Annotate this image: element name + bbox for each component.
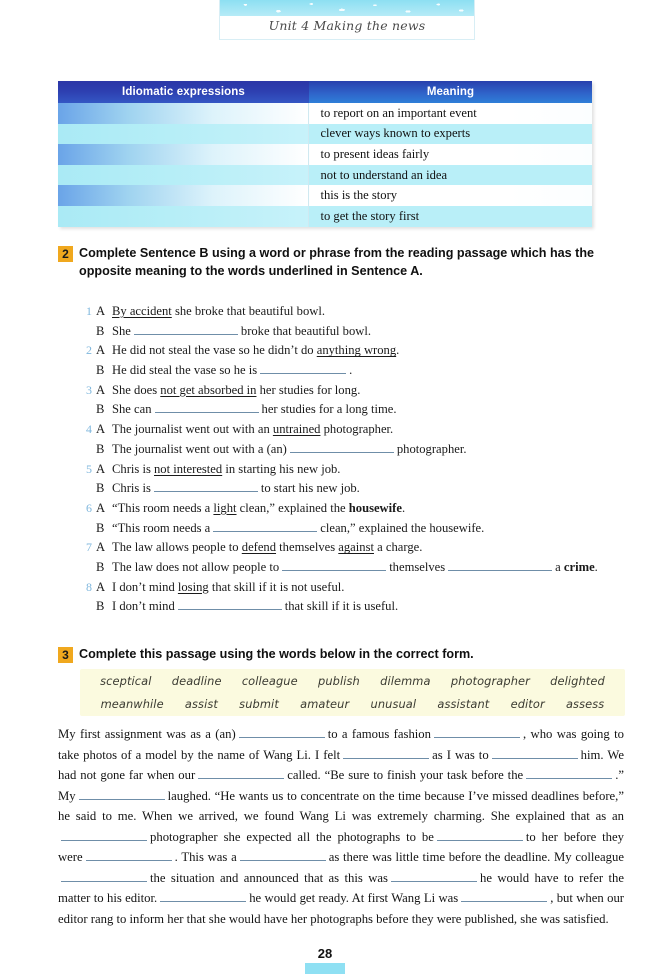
sentence-text: , but when our editor rang to inform her that she would have her photographs before they were published, she was satisfied. bbox=[58, 891, 625, 926]
word-bank-item[interactable]: meanwhile bbox=[100, 696, 164, 711]
exercise-3-instruction: Complete this passage using the words below in the correct form. bbox=[79, 647, 474, 661]
idiom-meaning-cell: to present ideas fairly bbox=[309, 144, 592, 165]
sentence-label-b: B bbox=[96, 323, 105, 338]
sentence-a-text bbox=[112, 460, 340, 480]
sentence-text: The law does not allow people to bbox=[112, 559, 280, 574]
sentence-text: .” My bbox=[58, 768, 624, 803]
sentence-a-text bbox=[112, 381, 360, 401]
sentence-text: I don’t mind bbox=[112, 599, 175, 614]
exercise-item-sentence-b bbox=[78, 400, 643, 420]
sentence-text: to her before they were bbox=[58, 829, 624, 864]
sentence-label-b: B bbox=[96, 599, 105, 614]
sentence-label-b: B bbox=[96, 441, 105, 456]
sentence-label-b: B bbox=[96, 481, 105, 496]
exercise-item-sentence-b bbox=[78, 322, 643, 342]
word-bank-item[interactable]: dilemma bbox=[380, 673, 431, 688]
column-header-expressions: Idiomatic expressions bbox=[58, 81, 309, 103]
sentence-text: She does bbox=[112, 382, 161, 397]
underlined-phrase: not interested bbox=[154, 461, 223, 476]
underlined-phrase: anything wrong bbox=[316, 343, 397, 358]
sentence-label-a: A bbox=[96, 461, 106, 476]
sentence-text: He did steal the vase so he is bbox=[112, 363, 258, 378]
sentence-text: clean,” explained the bbox=[236, 500, 349, 515]
table-header-row bbox=[58, 81, 592, 103]
word-bank bbox=[80, 669, 625, 716]
word-bank-item[interactable]: amateur bbox=[300, 696, 350, 711]
sentence-b-text bbox=[112, 597, 398, 617]
word-bank-item[interactable]: assist bbox=[184, 696, 218, 711]
answer-blank[interactable] bbox=[239, 725, 325, 738]
sentence-text: called. “Be sure to finish your task before the bbox=[287, 768, 524, 782]
page-number-box bbox=[305, 945, 345, 974]
exercise-item-sentence-a bbox=[78, 341, 643, 361]
exercise-item-sentence-b bbox=[78, 361, 643, 381]
sentence-text: that skill if it is not useful. bbox=[208, 579, 345, 594]
item-number: 3 bbox=[86, 382, 92, 397]
idiom-meaning-cell: this is the story bbox=[309, 185, 592, 206]
sentence-text: The journalist went out with an bbox=[112, 422, 273, 437]
sentence-label-b: B bbox=[96, 363, 105, 378]
idiom-expression-cell[interactable] bbox=[58, 144, 309, 165]
sentence-label-b: B bbox=[96, 559, 105, 574]
unit-title: Unit 4 Making the news bbox=[268, 18, 426, 33]
answer-blank[interactable] bbox=[160, 889, 246, 902]
table-row bbox=[58, 144, 592, 165]
sentence-a-text bbox=[112, 302, 325, 322]
underlined-phrase: defend bbox=[241, 540, 277, 555]
answer-blank[interactable] bbox=[492, 746, 578, 759]
sentence-text: She can bbox=[112, 402, 152, 417]
answer-blank[interactable] bbox=[79, 787, 165, 800]
sentence-text: photographer she expected all the photographs to be bbox=[150, 829, 434, 844]
exercise-item-sentence-b bbox=[78, 558, 643, 578]
sentence-text: as I was to bbox=[432, 747, 489, 762]
underlined-phrase: light bbox=[213, 500, 237, 515]
sentence-b-text bbox=[112, 361, 352, 381]
idiom-expression-cell[interactable] bbox=[58, 185, 309, 206]
word-bank-item[interactable]: photographer bbox=[450, 673, 530, 688]
sentence-label-a: A bbox=[96, 304, 106, 318]
answer-blank[interactable] bbox=[448, 558, 552, 571]
sentence-text: that skill if it is useful. bbox=[284, 599, 399, 614]
item-number: 8 bbox=[86, 579, 92, 594]
sentence-a-text bbox=[112, 420, 393, 440]
table-body bbox=[58, 103, 592, 227]
sentence-a-text bbox=[112, 538, 422, 558]
answer-blank[interactable] bbox=[61, 869, 147, 882]
sentence-text: broke that beautiful bowl. bbox=[240, 323, 371, 338]
word-bank-item[interactable]: unusual bbox=[370, 696, 417, 711]
sentence-text: he would have to refer the matter to his editor. bbox=[58, 870, 624, 905]
sentence-text: She bbox=[112, 323, 131, 338]
sentence-label-b: B bbox=[96, 402, 105, 417]
sentence-text: she broke that beautiful bowl. bbox=[171, 304, 325, 318]
answer-blank[interactable] bbox=[198, 766, 284, 779]
sentence-text: . bbox=[594, 559, 598, 574]
sentence-text: her studies for long. bbox=[256, 382, 361, 397]
underlined-phrase: untrained bbox=[272, 422, 321, 437]
item-number: 7 bbox=[86, 540, 92, 555]
exercise-2-number-badge: 2 bbox=[58, 246, 73, 262]
item-number: 1 bbox=[86, 304, 92, 318]
sentence-text: Chris is bbox=[112, 481, 151, 496]
answer-blank[interactable] bbox=[391, 869, 477, 882]
exercise-3-heading bbox=[58, 646, 638, 664]
sentence-text: themselves bbox=[276, 540, 339, 555]
running-header bbox=[219, 0, 475, 40]
sentence-label-a: A bbox=[96, 343, 106, 358]
sentence-b-text bbox=[112, 400, 397, 420]
sentence-text: to a famous fashion bbox=[327, 727, 431, 741]
answer-blank[interactable] bbox=[178, 597, 282, 610]
sentence-b-text bbox=[112, 519, 484, 539]
word-bank-item[interactable]: assistant bbox=[437, 696, 490, 711]
bold-phrase: housewife bbox=[348, 500, 402, 515]
item-number: 6 bbox=[86, 500, 92, 515]
exercise-item-sentence-a bbox=[78, 538, 643, 558]
idiom-meaning-cell: not to understand an idea bbox=[309, 165, 592, 186]
bold-phrase: crime bbox=[563, 559, 595, 574]
word-bank-item[interactable]: editor bbox=[510, 696, 545, 711]
page-number-bar bbox=[305, 963, 345, 974]
water-texture-icon bbox=[220, 0, 474, 16]
answer-blank[interactable] bbox=[437, 828, 523, 841]
answer-blank[interactable] bbox=[155, 400, 259, 413]
sentence-text: a bbox=[555, 559, 564, 574]
answer-blank[interactable] bbox=[154, 479, 258, 492]
table-row bbox=[58, 103, 592, 124]
exercise-item-sentence-b bbox=[78, 440, 643, 460]
answer-blank[interactable] bbox=[526, 766, 612, 779]
sentence-a-text bbox=[112, 499, 405, 519]
sentence-label-a: A bbox=[96, 422, 106, 437]
sentence-text: My first assignment was as a (an) bbox=[58, 727, 236, 741]
sentence-text: . This was a bbox=[174, 850, 237, 864]
exercise-item-sentence-a bbox=[78, 499, 643, 519]
sentence-text: photographer. bbox=[320, 422, 394, 437]
underlined-phrase: losing bbox=[177, 579, 209, 594]
word-bank-item[interactable]: deadline bbox=[171, 673, 222, 688]
sentence-b-text bbox=[112, 558, 598, 578]
idiom-expression-cell[interactable] bbox=[58, 103, 309, 124]
sentence-text: photographer. bbox=[396, 441, 467, 456]
sentence-text: . bbox=[401, 500, 406, 515]
idiom-meaning-cell: to report on an important event bbox=[309, 103, 592, 124]
sentence-text: in starting his new job. bbox=[222, 461, 341, 476]
sentence-b-text bbox=[112, 479, 360, 499]
idiom-expression-cell[interactable] bbox=[58, 124, 309, 145]
sentence-text: the situation and announced that as this was bbox=[150, 870, 388, 885]
idiom-meaning-cell: to get the story first bbox=[309, 206, 592, 227]
exercise-item-sentence-b bbox=[78, 597, 643, 617]
answer-blank[interactable] bbox=[434, 725, 520, 738]
table-row bbox=[58, 124, 592, 145]
answer-blank[interactable] bbox=[134, 322, 238, 335]
underlined-phrase: not get absorbed in bbox=[160, 382, 257, 397]
word-bank-item[interactable]: publish bbox=[317, 673, 360, 688]
answer-blank[interactable] bbox=[290, 440, 394, 453]
exercise-item-sentence-a bbox=[78, 381, 643, 401]
sentence-text: . bbox=[396, 343, 400, 358]
sentence-label-a: A bbox=[96, 579, 106, 594]
sentence-text: , who was going to take photos of a model by the name of Wang Li. I felt bbox=[58, 727, 624, 762]
cloze-passage bbox=[58, 724, 624, 929]
sentence-text: a charge. bbox=[373, 540, 423, 555]
exercise-2-instruction: Complete Sentence B using a word or phrase from the reading passage which has the opposite meaning to the words underlined in Sentence A. bbox=[79, 246, 595, 278]
word-bank-item[interactable]: assess bbox=[565, 696, 605, 711]
answer-blank[interactable] bbox=[260, 361, 346, 374]
exercise-item-sentence-a bbox=[78, 578, 643, 598]
exercise-item-sentence-a bbox=[78, 460, 643, 480]
sentence-a-text bbox=[112, 341, 399, 361]
exercise-3-number-badge: 3 bbox=[58, 647, 73, 663]
answer-blank[interactable] bbox=[461, 889, 547, 902]
word-bank-item[interactable]: colleague bbox=[241, 673, 298, 688]
sentence-text: The law allows people to bbox=[112, 540, 242, 555]
word-bank-item[interactable]: submit bbox=[239, 696, 279, 711]
column-header-meaning: Meaning bbox=[309, 81, 592, 103]
idiom-expression-cell[interactable] bbox=[58, 206, 309, 227]
word-bank-item[interactable]: sceptical bbox=[100, 673, 152, 688]
answer-blank[interactable] bbox=[213, 519, 317, 532]
sentence-text: He did not steal the vase so he didn’t do bbox=[112, 343, 317, 358]
sentence-text: “This room needs a bbox=[112, 520, 211, 535]
sentence-label-a: A bbox=[96, 382, 106, 397]
word-bank-row-2 bbox=[80, 692, 625, 715]
sentence-text: “This room needs a bbox=[112, 500, 214, 515]
answer-blank[interactable] bbox=[343, 746, 429, 759]
underlined-phrase: By accident bbox=[112, 304, 172, 318]
exercise-2-heading bbox=[58, 245, 638, 280]
sentence-text: as there was little time before the deadline. My colleague bbox=[328, 850, 624, 864]
answer-blank[interactable] bbox=[282, 558, 386, 571]
table-row bbox=[58, 165, 592, 186]
answer-blank[interactable] bbox=[86, 848, 172, 861]
exercise-item-sentence-b bbox=[78, 519, 643, 539]
exercise-item-sentence-a bbox=[78, 420, 643, 440]
underlined-phrase: against bbox=[338, 540, 374, 555]
sentence-text: I don’t mind bbox=[112, 579, 178, 594]
word-bank-row-1 bbox=[80, 669, 625, 692]
sentence-text: The journalist went out with a (an) bbox=[112, 441, 287, 456]
answer-blank[interactable] bbox=[240, 848, 326, 861]
sentence-text: . bbox=[349, 363, 353, 378]
table-row bbox=[58, 185, 592, 206]
item-number: 4 bbox=[86, 422, 92, 437]
answer-blank[interactable] bbox=[61, 828, 147, 841]
item-number: 2 bbox=[86, 343, 92, 358]
idiom-meaning-cell: clever ways known to experts bbox=[309, 124, 592, 145]
sentence-label-b: B bbox=[96, 520, 105, 535]
exercise-2-items bbox=[78, 302, 643, 617]
idiom-expression-cell[interactable] bbox=[58, 165, 309, 186]
sentence-text: him. We had not gone far when our bbox=[58, 747, 624, 782]
sentence-a-text bbox=[112, 578, 344, 598]
page-number: 28 bbox=[305, 945, 345, 963]
sentence-text: to start his new job. bbox=[260, 481, 360, 496]
sentence-text: clean,” explained the housewife. bbox=[320, 520, 485, 535]
sentence-b-text bbox=[112, 322, 371, 342]
table-row bbox=[58, 206, 592, 227]
sentence-text: he would get ready. At first Wang Li was bbox=[249, 891, 459, 905]
exercise-item-sentence-b bbox=[78, 479, 643, 499]
exercise-item-sentence-a bbox=[78, 302, 643, 322]
sentence-text: laughed. “He wants us to concentrate on the time because I’ve missed deadlines before,” he said to me. When we arrived, we found Wang Li was extremely charming. She explained that as an bbox=[58, 788, 624, 823]
sentence-text: her studies for a long time. bbox=[261, 402, 397, 417]
word-bank-item[interactable]: delighted bbox=[550, 673, 605, 688]
sentence-text: Chris is bbox=[112, 461, 154, 476]
sentence-label-a: A bbox=[96, 540, 106, 555]
idioms-table bbox=[58, 81, 592, 227]
sentence-label-a: A bbox=[96, 500, 106, 515]
sentence-text: themselves bbox=[389, 559, 446, 574]
sentence-b-text bbox=[112, 440, 466, 460]
item-number: 5 bbox=[86, 461, 92, 476]
